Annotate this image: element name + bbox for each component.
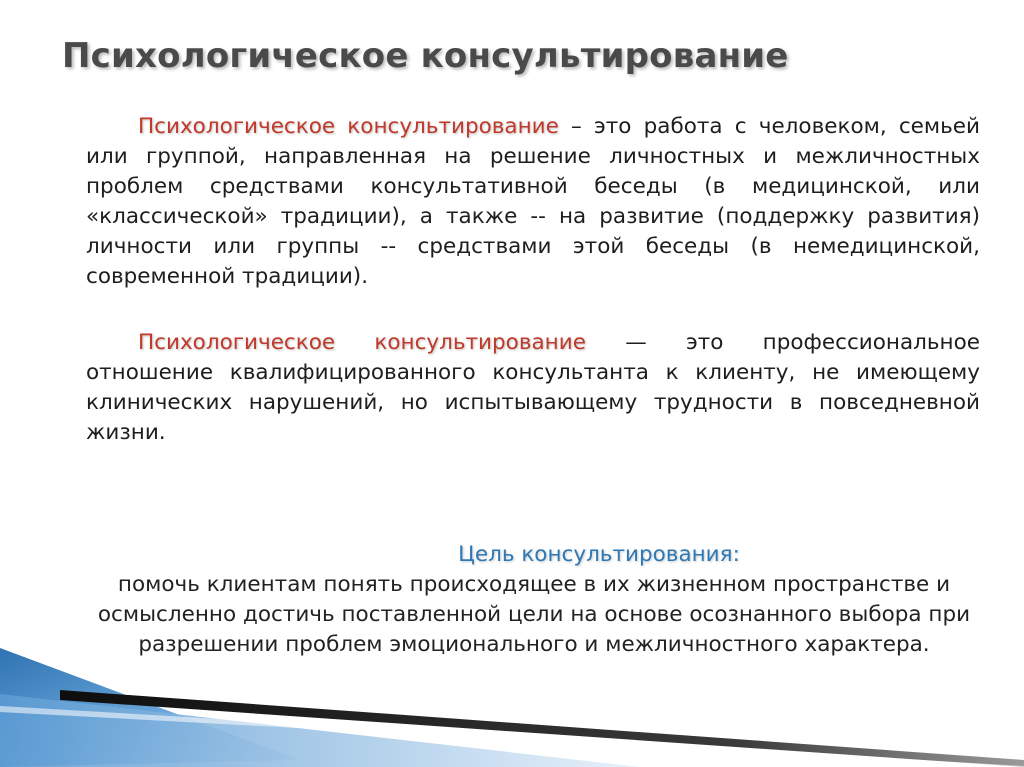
definition-term: Психологическое консультирование: [138, 114, 559, 139]
definition-paragraph-1: [86, 112, 980, 292]
definition-term: Психологическое консультирование: [138, 330, 586, 355]
goal-block: [94, 540, 974, 660]
definition-text: — это профессиональное отношение квалифицированного консультанта к клиенту, не имеющему клинических нарушений, но испытывающему трудности в повседневной жизни.: [86, 330, 980, 445]
goal-title: Цель консультирования:: [458, 542, 740, 567]
definition-paragraph-2: [86, 328, 980, 448]
goal-text: помочь клиентам понять происходящее в их жизненном пространстве и осмысленно достичь поставленной цели на основе осознанного выбора при разрешении проблем эмоционального и межличностного характера.: [97, 572, 971, 657]
slide-title: Психологическое консультирование: [62, 36, 789, 76]
definition-text: – это работа с человеком, семьей или группой, направленная на решение личностных и межличностных проблем средствами консультативной беседы (в медицинской, или «классической» традиции), а также -- на развитие (поддержку развития) личности или группы -- средствами этой беседы (в немедицинской, современной традиции).: [86, 114, 980, 289]
